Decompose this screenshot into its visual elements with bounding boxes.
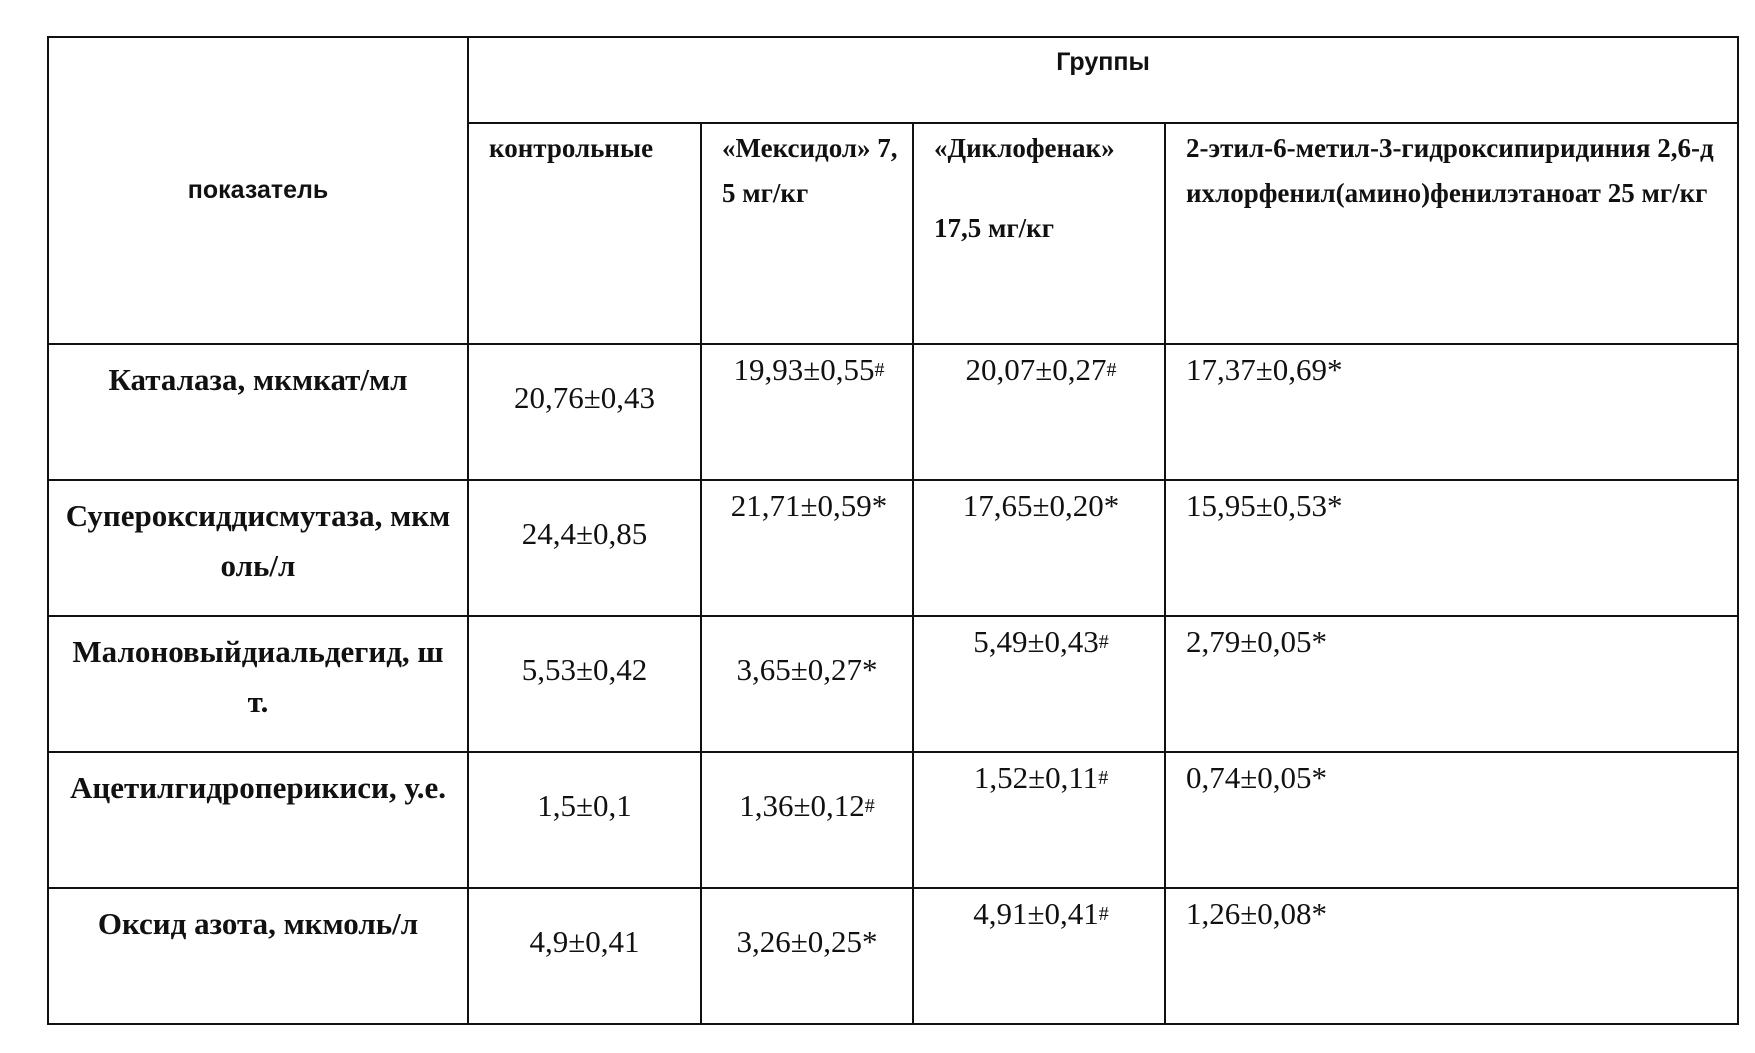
significance-mark: *	[1311, 896, 1328, 931]
significance-mark: *	[1311, 624, 1328, 659]
value-cell	[913, 888, 1165, 1024]
significance-mark: #	[1098, 767, 1109, 789]
significance-mark: *	[1327, 352, 1343, 387]
value-cell	[701, 616, 913, 752]
column-header-label: «Диклофенак»	[934, 133, 1115, 163]
row-label-cell	[48, 752, 468, 888]
column-header-diclofenac	[913, 123, 1165, 344]
significance-mark: #	[1098, 631, 1109, 653]
column-header-dose: 17,5 мг/кг	[934, 213, 1054, 243]
significance-mark: #	[1106, 359, 1117, 381]
value-text: 17,37±0,69	[1186, 352, 1328, 387]
results-table	[47, 36, 1739, 1025]
value-text: 5,53±0,42	[521, 652, 648, 687]
table-row	[48, 752, 1738, 888]
column-header-label: 2-этил-6-метил-3-гидроксипиридиния 2,6-дихлорфенил(амино)фенилэтаноат 25 мг/кг	[1186, 133, 1714, 208]
row-label: Каталаза, мкмкат/мл	[108, 362, 408, 397]
value-cell	[701, 480, 913, 616]
value-text: 20,76±0,43	[513, 380, 655, 415]
row-label: Оксид азота, мкмоль/л	[97, 906, 419, 941]
groups-header-cell	[468, 37, 1738, 123]
value-text: 5,49±0,43	[973, 624, 1099, 659]
table-row	[48, 616, 1738, 752]
value-text: 1,26±0,08	[1186, 896, 1312, 931]
value-text: 4,91±0,41	[973, 896, 1099, 931]
groups-header: Группы	[1056, 48, 1150, 76]
table-row	[48, 888, 1738, 1024]
value-text: 1,52±0,11	[973, 760, 1099, 795]
value-text: 3,26±0,25	[736, 924, 862, 959]
value-text: 3,65±0,27	[736, 652, 862, 687]
column-header-label: контрольные	[489, 133, 654, 163]
significance-mark: #	[864, 795, 875, 817]
row-label: Супероксиддисмутаза, мкмоль/л	[65, 498, 451, 583]
value-cell	[468, 480, 701, 616]
header-row-groups	[48, 37, 1738, 123]
value-text: 19,93±0,55	[733, 352, 875, 387]
value-cell	[1165, 616, 1738, 752]
significance-mark: #	[1098, 903, 1109, 925]
value-cell	[701, 752, 913, 888]
table-row	[48, 344, 1738, 480]
value-cell	[913, 480, 1165, 616]
row-label-cell	[48, 344, 468, 480]
value-text: 2,79±0,05	[1186, 624, 1312, 659]
row-label: Малоновыйдиальдегид, шт.	[72, 634, 444, 719]
value-cell	[468, 888, 701, 1024]
value-text: 0,74±0,05	[1186, 760, 1312, 795]
value-cell	[913, 616, 1165, 752]
row-label-cell	[48, 888, 468, 1024]
column-header-control	[468, 123, 701, 344]
row-label-cell	[48, 616, 468, 752]
value-text: 24,4±0,85	[521, 516, 648, 551]
column-header-mexidol	[701, 123, 913, 344]
value-text: 15,95±0,53	[1186, 488, 1328, 523]
row-label-cell	[48, 480, 468, 616]
significance-mark: *	[862, 924, 878, 959]
table-row	[48, 480, 1738, 616]
significance-mark: *	[1327, 488, 1343, 523]
significance-mark: *	[862, 652, 878, 687]
value-cell	[1165, 344, 1738, 480]
value-text: 1,5±0,1	[537, 788, 632, 823]
value-cell	[913, 752, 1165, 888]
value-cell	[468, 752, 701, 888]
value-cell	[468, 344, 701, 480]
value-cell	[468, 616, 701, 752]
value-cell	[1165, 888, 1738, 1024]
indicator-header-cell	[48, 37, 468, 344]
value-text: 4,9±0,41	[529, 924, 640, 959]
value-text: 1,36±0,12	[739, 788, 865, 823]
indicator-header: показатель	[187, 176, 329, 204]
value-text: 20,07±0,27	[965, 352, 1107, 387]
value-cell	[701, 344, 913, 480]
significance-mark: #	[874, 359, 885, 381]
significance-mark: *	[1311, 760, 1328, 795]
value-text: 21,71±0,59	[730, 488, 872, 523]
value-cell	[913, 344, 1165, 480]
value-text: 17,65±0,20	[962, 488, 1104, 523]
column-header-compound	[1165, 123, 1738, 344]
value-cell	[1165, 752, 1738, 888]
column-header-label: «Мексидол» 7,5 мг/кг	[722, 133, 898, 208]
significance-mark: *	[1103, 488, 1120, 523]
value-cell	[701, 888, 913, 1024]
row-label: Ацетилгидроперикиси, у.е.	[69, 770, 447, 805]
significance-mark: *	[871, 488, 888, 523]
value-cell	[1165, 480, 1738, 616]
